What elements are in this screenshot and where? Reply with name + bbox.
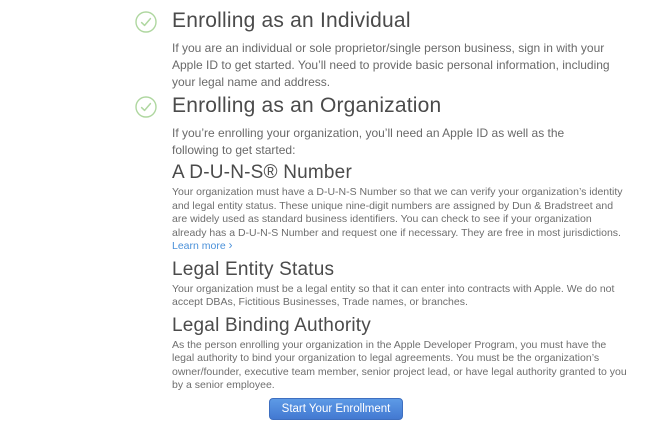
legal-binding-body: As the person enrolling your organization in the Apple Developer Program, you must have the legal authority to bind your organization to legal agreements. You must be the organization’s owner/founder, executive team member, senior project lead, or have legal authority granted to you by a senior employee. <box>172 338 627 391</box>
section-individual <box>172 8 650 91</box>
check-circle-icon <box>135 96 157 118</box>
subsection-legal-binding-authority <box>172 314 650 393</box>
duns-body <box>172 186 627 254</box>
individual-title: Enrolling as an Individual <box>172 9 411 32</box>
individual-body: If you are an individual or sole proprietor/single person business, sign in with your Apple ID to get started. You’ll need to provide basic personal information, including your legal name and address. <box>172 41 610 89</box>
legal-binding-title: Legal Binding Authority <box>172 314 371 336</box>
subsection-legal-entity <box>172 258 650 310</box>
organization-title: Enrolling as an Organization <box>172 94 442 117</box>
learn-more-link[interactable] <box>172 240 232 252</box>
subsection-duns <box>172 161 650 254</box>
button-row <box>0 398 672 420</box>
legal-entity-title: Legal Entity Status <box>172 258 335 280</box>
start-enrollment-button[interactable]: Start Your Enrollment <box>269 398 404 420</box>
learn-more-label: Learn more <box>172 240 226 252</box>
legal-entity-body: Your organization must be a legal entity so that it can enter into contracts with Apple. We do not accept DBAs, Fictitious Businesses, Trade names, or branches. <box>172 282 615 308</box>
section-organization <box>172 93 650 393</box>
chevron-right-icon: › <box>228 240 233 252</box>
organization-body: If you’re enrolling your organization, you’ll need an Apple ID as well as the following to get started: <box>172 126 565 157</box>
check-circle-icon <box>135 11 157 33</box>
duns-title: A D-U-N-S® Number <box>172 162 352 183</box>
duns-body-text: Your organization must have a D-U-N-S Number so that we can verify your organization’s identity and legal entity status. These unique nine-digit numbers are assigned by Dun & Bradstreet and are widely used as standard business identifiers. You can check to see if your organization already has a D-U-N-S Number and request one if necessary. They are free in most jurisdictions. <box>172 186 623 239</box>
